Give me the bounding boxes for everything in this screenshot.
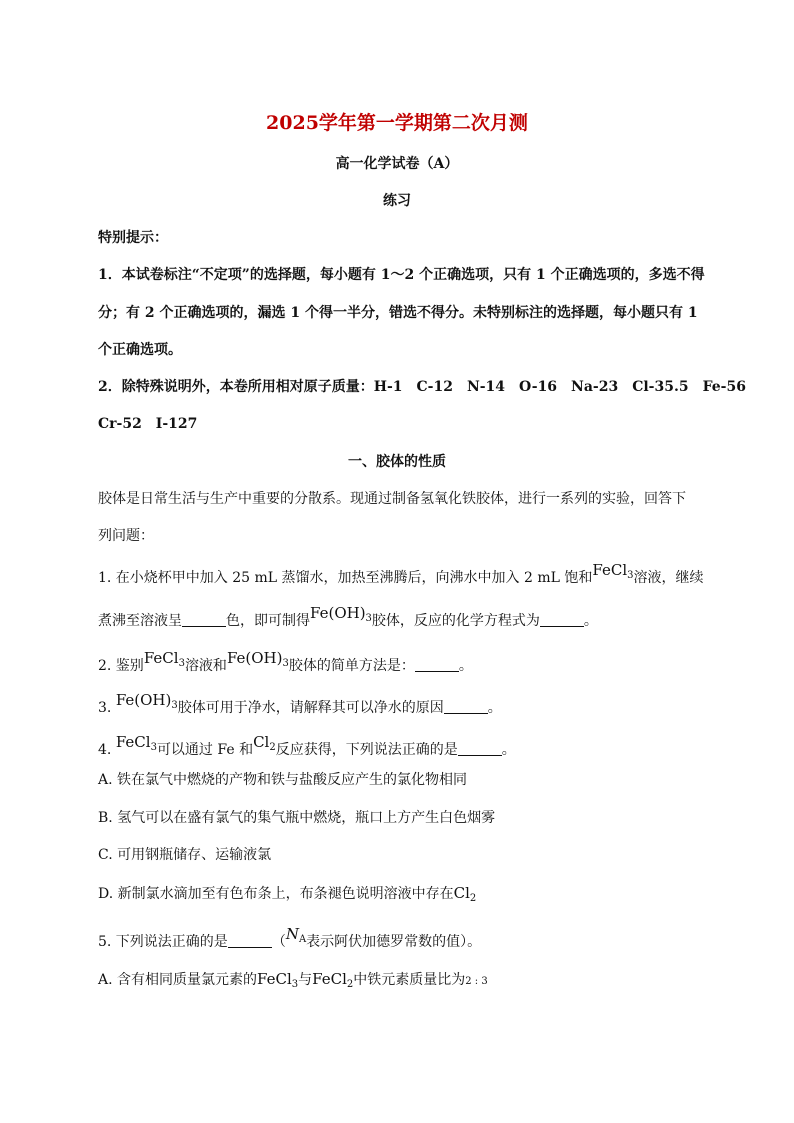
note-1-line-2: 分；有 2 个正确选项的，漏选 1 个得一半分，错选不得分。未特别标注的选择题，每小题只有 1 <box>98 305 698 321</box>
formula-na: $N_A$ <box>285 925 307 945</box>
question-2-text: 溶液和 <box>184 658 227 674</box>
question-1-text: 色，即可制得 <box>226 613 310 629</box>
ratio-value: 2 : 3 <box>465 976 488 987</box>
notes-heading: 特别提示： <box>98 230 168 246</box>
question-4-option-a: A. 铁在氯气中燃烧的产物和铁与盐酸反应产生的氯化物相同 <box>98 772 468 788</box>
question-5-text: （ <box>271 934 286 950</box>
formula-cl2: $Cl_2$ <box>253 733 276 753</box>
question-1-line-2 <box>98 604 598 636</box>
question-2-text: 胶体的简单方法是： <box>288 658 415 674</box>
question-2 <box>98 649 473 681</box>
answer-blank[interactable] <box>415 657 459 672</box>
note-2-line-2: Cr-52 I-127 <box>98 416 198 432</box>
section-1-heading: 一、胶体的性质 <box>348 454 446 470</box>
exam-label: 练习 <box>383 193 411 209</box>
formula-cl2: $Cl_2$ <box>453 884 477 904</box>
formula-fecl2: FeCl$_2$ <box>312 970 354 990</box>
question-3-text: 。 <box>487 700 502 716</box>
formula-fecl3: FeCl$_3$ <box>115 733 157 753</box>
question-1-text: 胶体，反应的化学方程式为 <box>371 613 540 629</box>
answer-blank[interactable] <box>458 741 502 756</box>
question-4-option-b: B. 氢气可以在盛有氯气的集气瓶中燃烧，瓶口上方产生白色烟雾 <box>98 810 496 826</box>
question-2-text: 。 <box>458 658 473 674</box>
question-5-option-a <box>98 969 488 995</box>
question-4-text: 反应获得，下列说法正确的是 <box>275 742 458 758</box>
question-4 <box>98 733 516 765</box>
question-5 <box>98 925 482 957</box>
exam-subtitle: 高一化学试卷（A） <box>335 156 459 172</box>
answer-blank[interactable] <box>540 612 584 627</box>
question-4-text: 。 <box>501 742 516 758</box>
question-3 <box>98 691 502 723</box>
option-a-text: A. 含有相同质量氯元素的 <box>98 972 258 988</box>
option-d-text: D. 新制氯水滴加至有色布条上，布条褪色说明溶液中存在 <box>98 886 454 902</box>
question-4-option-c: C. 可用钢瓶储存、运输液氯 <box>98 847 272 863</box>
question-4-number: 4. <box>98 742 112 758</box>
formula-feoh3: $Fe(OH)_3$ <box>115 691 178 711</box>
option-a-text: 与 <box>298 972 313 988</box>
exam-title: 2025学年第一学期第二次月测 <box>266 112 528 134</box>
formula-fecl3: FeCl$_3$ <box>592 561 634 581</box>
question-3-text: 胶体可用于净水，请解释其可以净水的原因 <box>177 700 444 716</box>
question-1-line-1 <box>98 561 704 593</box>
answer-blank[interactable] <box>444 699 488 714</box>
section-1-intro-line-2: 列问题： <box>98 528 154 544</box>
question-1-text: 溶液，继续 <box>633 570 704 586</box>
question-4-text: 可以通过 Fe 和 <box>156 742 254 758</box>
formula-feoh3: $Fe(OH)_3$ <box>226 649 289 669</box>
option-a-text: 中铁元素质量比为 <box>353 972 466 988</box>
formula-feoh3: $Fe(OH)_3$ <box>310 604 372 624</box>
answer-blank[interactable] <box>182 612 226 627</box>
note-2-line-1: 2．除特殊说明外，本卷所用相对原子质量：H-1 C-12 N-14 O-16 Na-23 Cl-35.5 Fe-56 <box>98 379 746 395</box>
note-1-line-1: 1．本试卷标注“不定项”的选择题，每小题有 1～2 个正确选项，只有 1 个正确选项的，多选不得 <box>98 267 705 283</box>
question-5-text: 表示阿伏加德罗常数的值）。 <box>306 934 482 950</box>
question-1-text: 煮沸至溶液呈 <box>98 613 182 629</box>
question-4-option-d <box>98 883 476 909</box>
formula-fecl3: FeCl$_3$ <box>257 970 299 990</box>
section-1-intro-line-1: 胶体是日常生活与生产中重要的分散系。现通过制备氢氧化铁胶体，进行一系列的实验，回答下 <box>98 491 686 507</box>
question-2-text: 2. 鉴别 <box>98 658 144 674</box>
question-1-text: 。 <box>583 613 598 629</box>
question-1-text: 1. 在小烧杯甲中加入 25 mL 蒸馏水，加热至沸腾后，向沸水中加入 2 mL 饱和 <box>98 570 593 586</box>
question-5-text: 5. 下列说法正确的是 <box>98 934 228 950</box>
formula-fecl3: FeCl$_3$ <box>143 649 185 669</box>
note-1-line-3: 个正确选项。 <box>98 342 182 358</box>
answer-blank[interactable] <box>228 933 272 948</box>
question-3-number: 3. <box>98 700 112 716</box>
